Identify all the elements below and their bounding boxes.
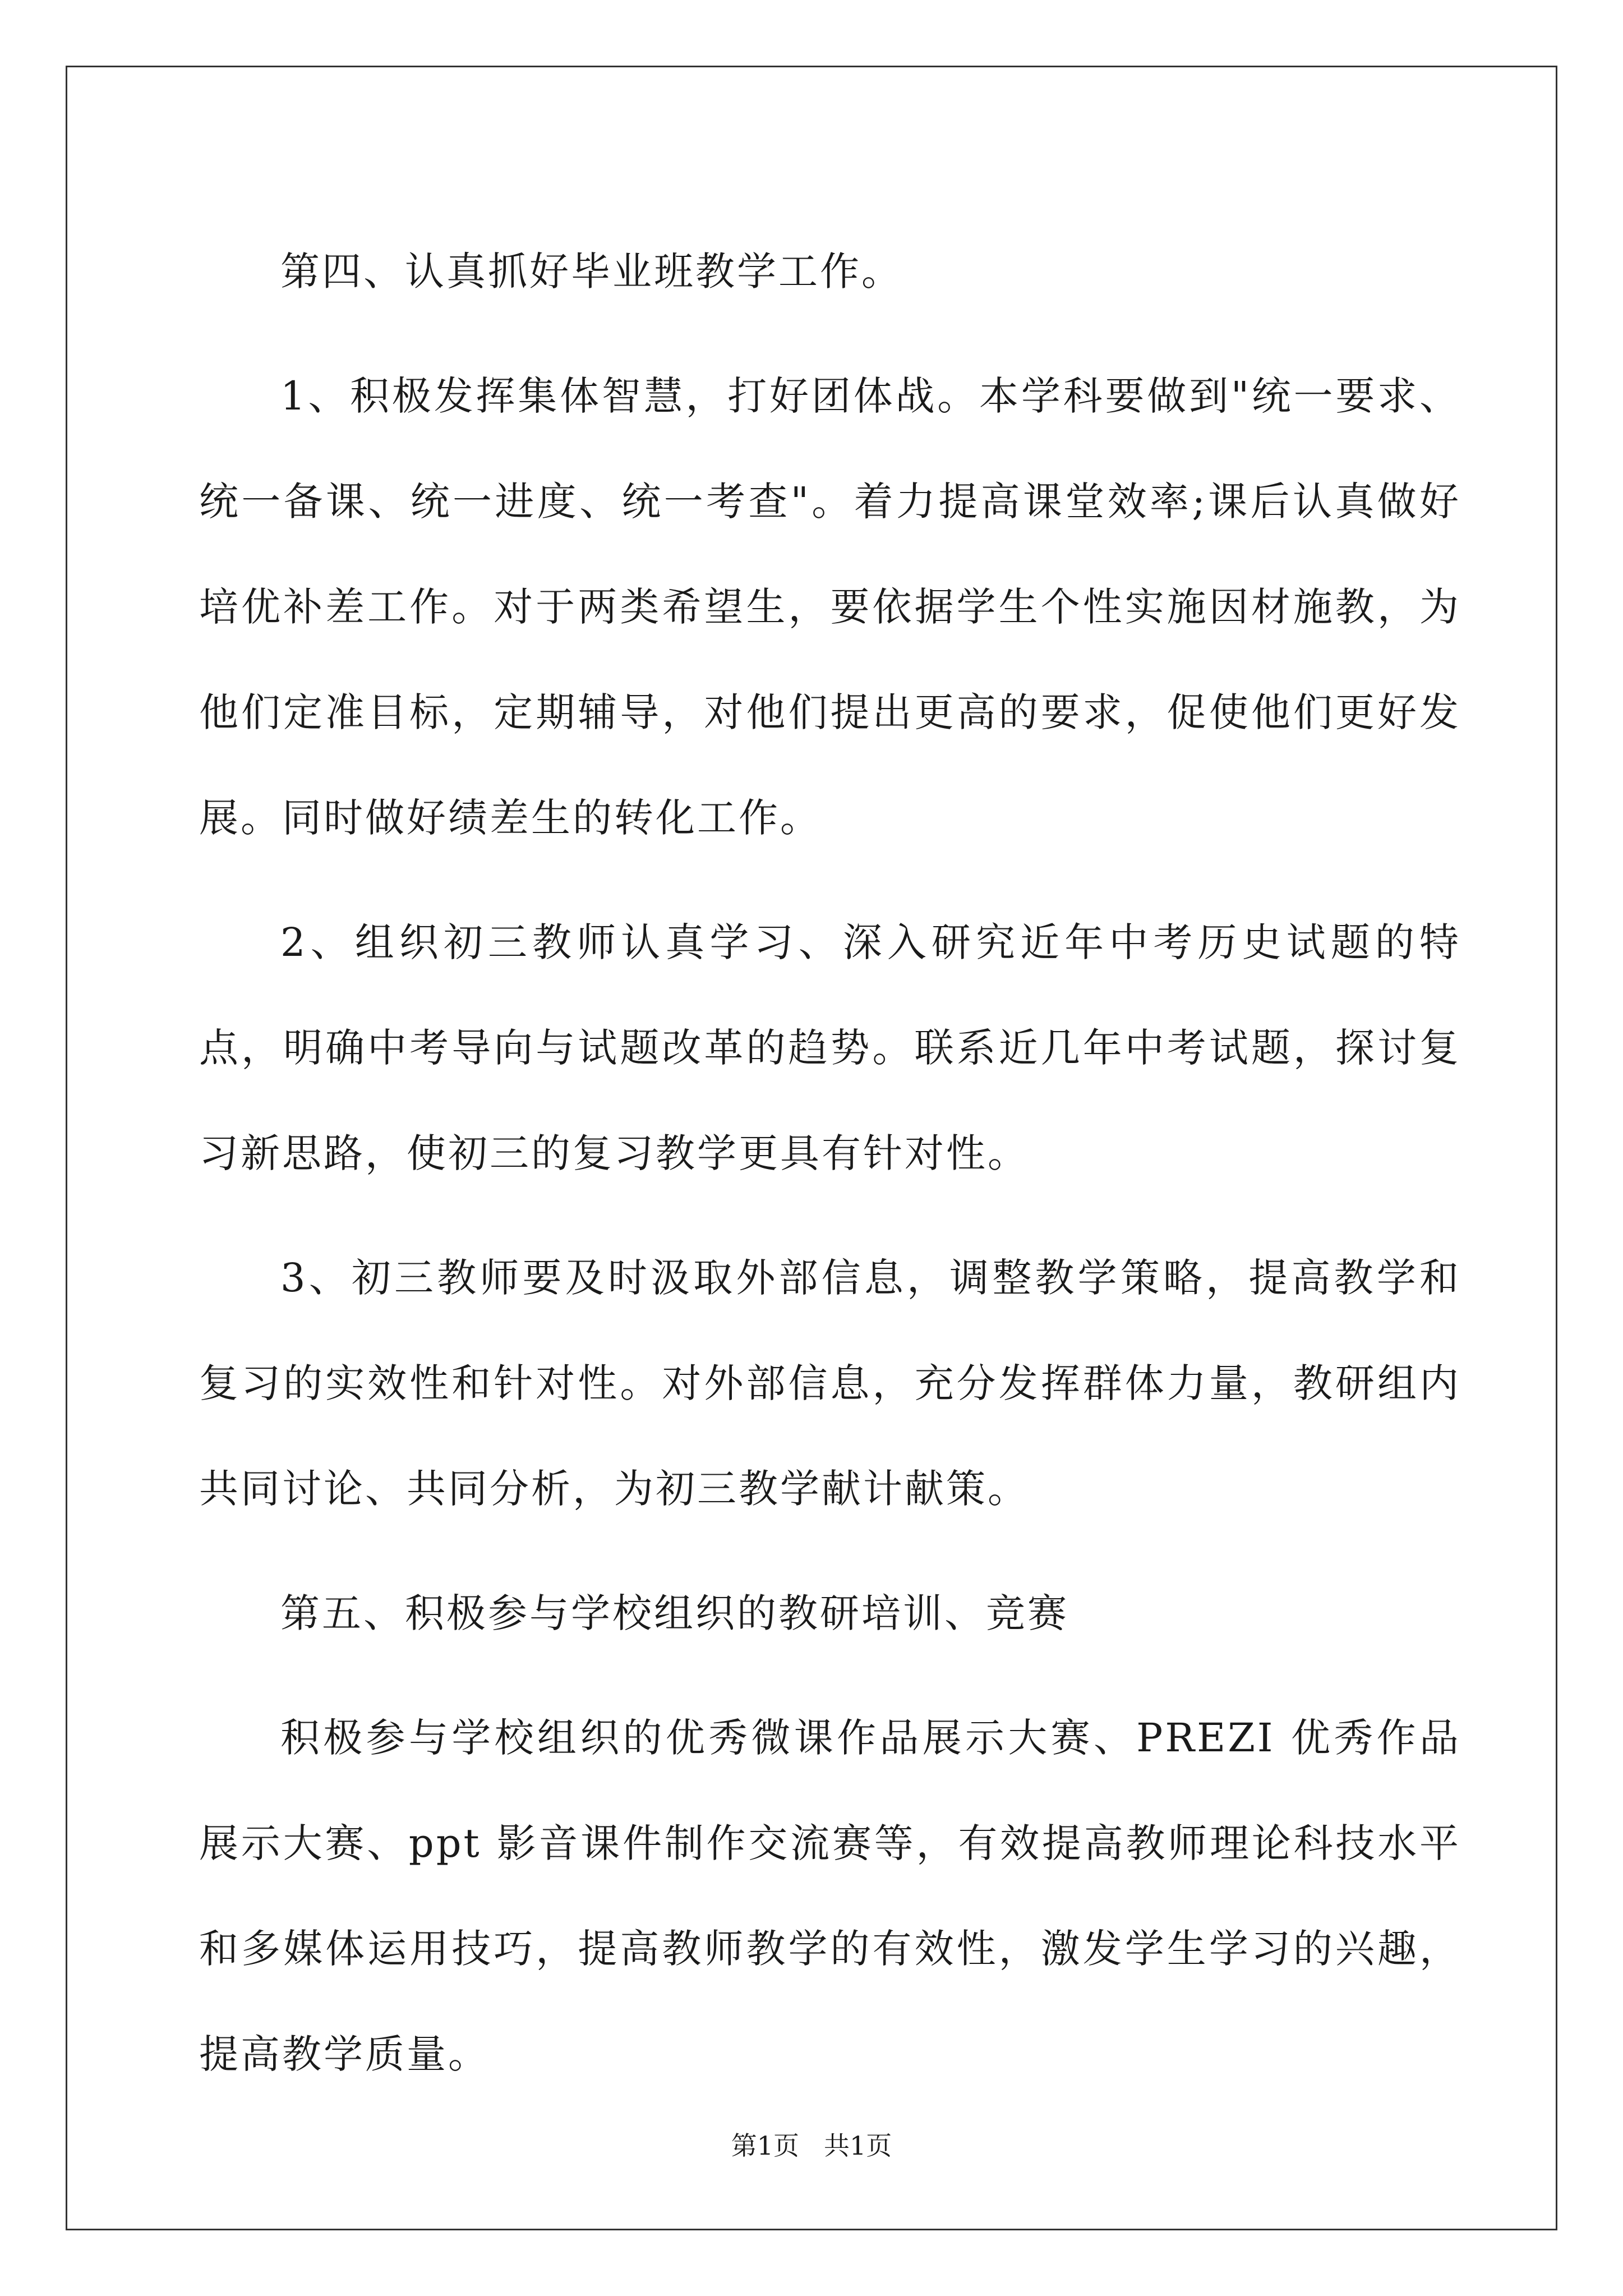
paragraph-competitions: 积极参与学校组织的优秀微课作品展示大赛、PREZI 优秀作品展示大赛、ppt 影音课件制作交流赛等，有效提高教师理论科技水平和多媒体运用技巧，提高教师教学的有效性，激发学生学习的兴趣，提高教学质量。	[199, 1715, 1461, 2077]
document-body	[199, 219, 1461, 2126]
section-heading-4: 第四、认真抓好毕业班教学工作。	[280, 249, 903, 295]
paragraph-item-3: 3、初三教师要及时汲取外部信息，调整教学策略，提高教学和复习的实效性和针对性。对外部信息，充分发挥群体力量，教研组内共同讨论、共同分析，为初三教学献计献策。	[199, 1255, 1461, 1512]
paragraph-item-2: 2、组织初三教师认真学习、深入研究近年中考历史试题的特点，明确中考导向与试题改革的趋势。联系近几年中考试题，探讨复习新思路，使初三的复习教学更具有针对性。	[199, 919, 1461, 1176]
paragraph-item-1: 1、积极发挥集体智慧，打好团体战。本学科要做到"统一要求、统一备课、统一进度、统一考查"。着力提高课堂效率;课后认真做好培优补差工作。对于两类希望生，要依据学生个性实施因材施教，为他们定准目标，定期辅导，对他们提出更高的要求，促使他们更好发展。同时做好绩差生的转化工作。	[199, 373, 1461, 841]
page-number-current: 第1页	[731, 2131, 800, 2161]
section-heading-5: 第五、积极参与学校组织的教研培训、竞赛	[280, 1590, 1069, 1636]
page-number-total: 共1页	[823, 2131, 892, 2161]
page-footer	[0, 2129, 1623, 2162]
